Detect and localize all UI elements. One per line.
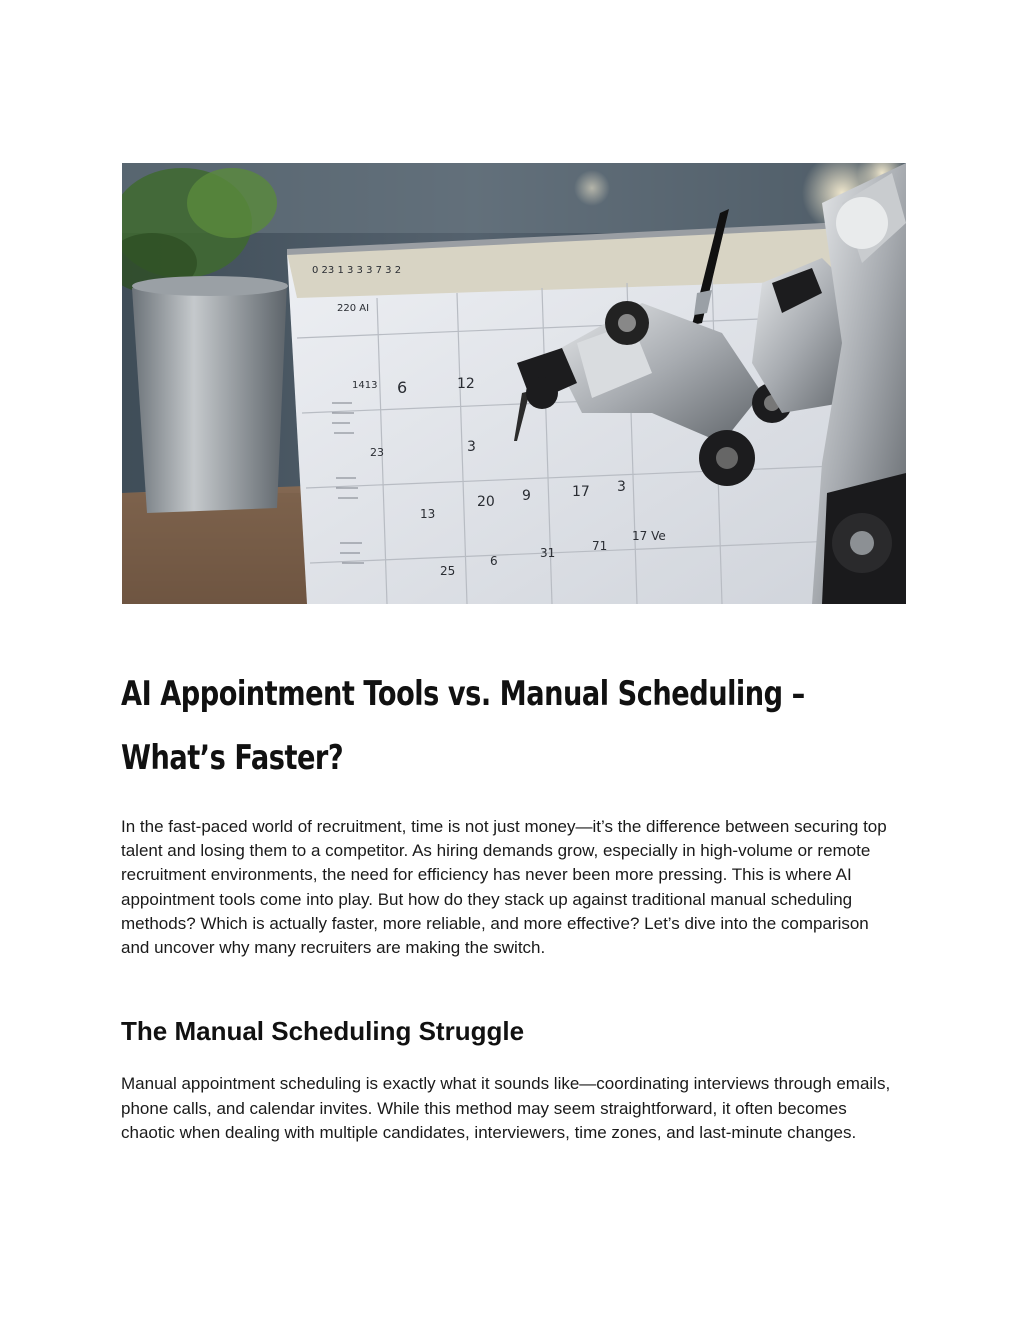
calendar-cell-13: 31 (540, 546, 556, 560)
calendar-cell-3: 12 (457, 376, 475, 392)
robot-calendar-illustration (122, 163, 906, 604)
calendar-cell-7: 20 (477, 494, 495, 510)
calendar-cell-4: 23 (370, 446, 384, 459)
calendar-row-label: 220 AI (337, 303, 370, 314)
calendar-cell-15: 17 Ve (632, 529, 666, 543)
calendar-cell-11: 25 (440, 564, 456, 578)
intro-paragraph: In the fast-paced world of recruitment, time is not just money—it’s the difference between securing top talent and losing them to a competitor. As hiring demands grow, especially in high-volume or remote recruitment environments, the need for efficiency has never been more pressing. This is where AI appointment tools come into play. But how do they stack up against traditional manual scheduling methods? Which is actually faster, more reliable, and more effective? Let’s dive into the comparison and uncover why many recruiters are making the switch. (121, 817, 887, 958)
calendar-cell-6: 13 (420, 507, 436, 521)
calendar-cell-8: 9 (522, 488, 531, 504)
calendar-cell-5: 3 (467, 439, 476, 455)
calendar-cell-1: 1413 (352, 380, 378, 391)
calendar-cell-12: 6 (490, 554, 498, 568)
section-heading: The Manual Scheduling Struggle (121, 1016, 525, 1046)
calendar-header-numbers: 0 23 1 3 3 3 7 3 2 (312, 265, 402, 276)
article-title-text: AI Appointment Tools vs. Manual Scheduling – What’s Faster? (121, 674, 805, 778)
hero-image (122, 163, 906, 604)
calendar-cell-9: 17 (572, 484, 590, 500)
section-paragraph: Manual appointment scheduling is exactly what it sounds like—coordinating interviews through emails, phone calls, and calendar invites. While this method may seem straightforward, it often becomes chaotic when dealing with multiple candidates, interviewers, time zones, and last-minute changes. (121, 1074, 891, 1142)
calendar-cell-2: 6 (397, 378, 408, 397)
calendar-cell-14: 71 (592, 539, 608, 553)
calendar-cell-10: 3 (617, 479, 626, 495)
article-title (121, 662, 805, 790)
